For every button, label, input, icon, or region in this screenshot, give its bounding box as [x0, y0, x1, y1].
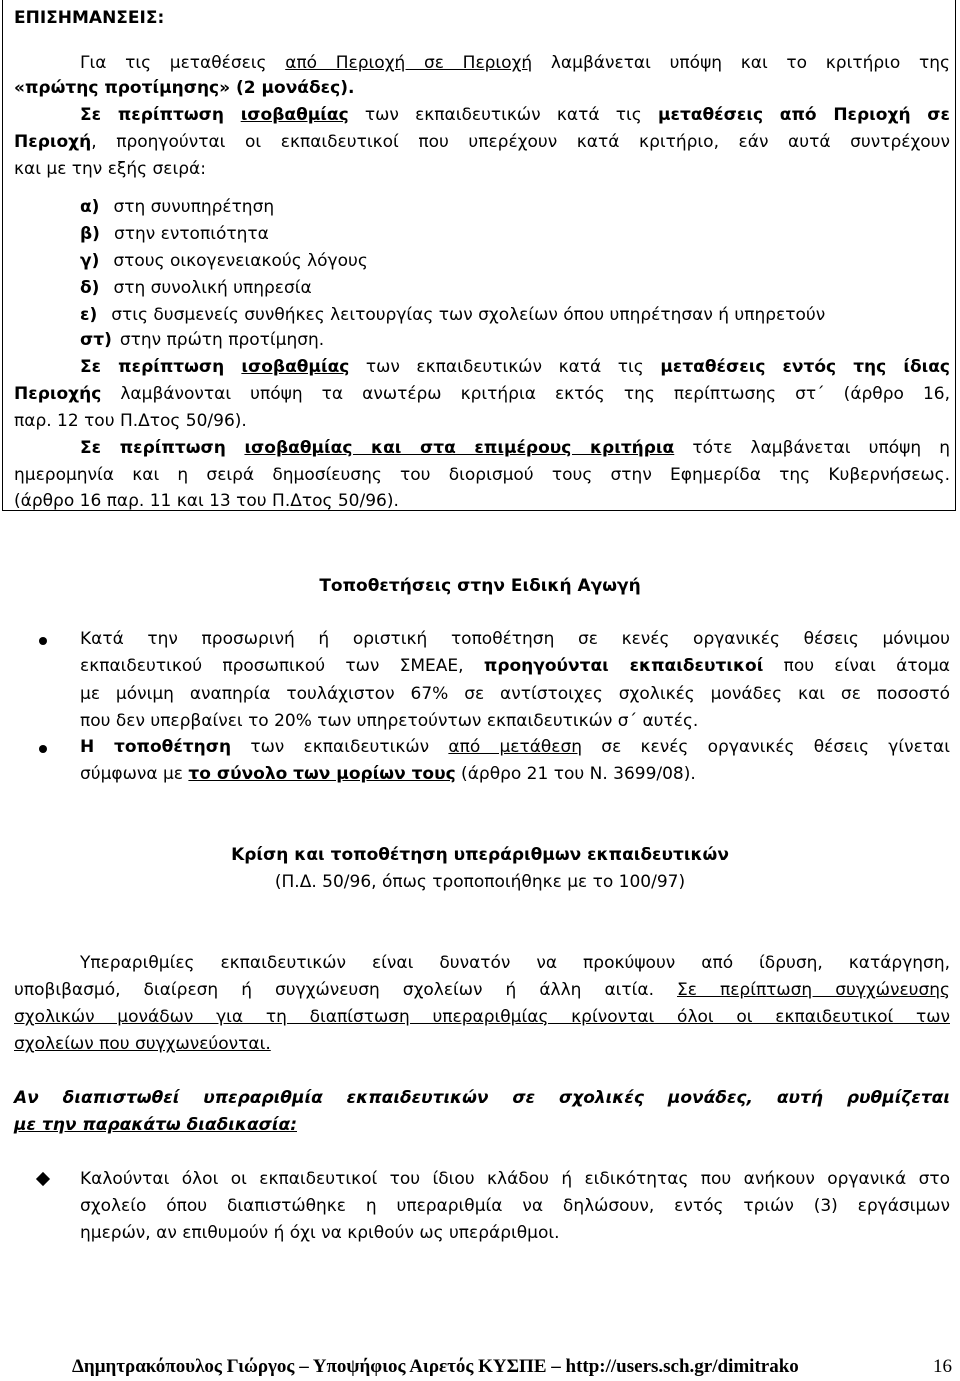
- surplus-procedure-line-2: σχολείο όπου διαπιστώθηκε η υπεραριθμία να δηλώσουν, εντός τριών (3) εργάσιμων: [80, 1196, 950, 1216]
- notes-paragraph-1-line-1: Για τις μεταθέσεις από Περιοχή σε Περιοχή λαμβάνεται υπόψη και το κριτήριο της: [80, 53, 950, 73]
- notes-paragraph-2-line-2: Περιοχή, προηγούνται οι εκπαιδευτικοί που υπερέχουν κατά κριτήριο, εάν αυτά συντρέχουν: [14, 132, 950, 152]
- special-ed-bullet-1-line-4: που δεν υπερβαίνει το 20% των υπηρετούντων εκπαιδευτικών σ΄ αυτές.: [80, 711, 699, 731]
- surplus-paragraph-line-3: σχολικών μονάδων για τη διαπίστωση υπεραριθμίας κρίνονται όλοι οι εκπαιδευτικοί των: [14, 1007, 950, 1027]
- criteria-item: β) στην εντοπιότητα: [80, 224, 269, 244]
- notes-paragraph-3-line-3: παρ. 12 του Π.Δτος 50/96).: [14, 411, 247, 431]
- special-ed-bullet-2-line-2: σύμφωνα με το σύνολο των μορίων τους (άρθρο 21 του Ν. 3699/08).: [80, 764, 696, 784]
- notes-paragraph-3-line-1: Σε περίπτωση ισοβαθμίας των εκπαιδευτικών κατά τις μεταθέσεις εντός της ίδιας: [80, 357, 950, 377]
- page-number: 16: [933, 1356, 952, 1377]
- diamond-bullet-icon: [36, 1172, 50, 1186]
- notes-paragraph-4-line-2: ημερομηνία και η σειρά δημοσίευσης του διορισμού τους στην Εφημερίδα της Κυβερνήσεως.: [14, 465, 950, 485]
- section-title-surplus-teachers: Κρίση και τοποθέτηση υπεράριθμων εκπαιδευτικών: [231, 845, 729, 865]
- special-ed-bullet-1-line-2: εκπαιδευτικού προσωπικού των ΣΜΕΑΕ, προηγούνται εκπαιδευτικοί που είναι άτομα: [80, 656, 950, 676]
- section-subtitle-surplus-teachers: (Π.Δ. 50/96, όπως τροποποιήθηκε με το 100/97): [274, 872, 686, 892]
- surplus-procedure-line-3: ημερών, αν επιθυμούν ή όχι να κριθούν ως υπεράριθμοι.: [80, 1223, 560, 1243]
- notes-heading: ΕΠΙΣΗΜΑΝΣΕΙΣ:: [14, 8, 165, 28]
- notes-paragraph-4-line-3: (άρθρο 16 παρ. 11 και 13 του Π.Δτος 50/96).: [14, 491, 399, 511]
- criteria-item: δ) στη συνολική υπηρεσία: [80, 278, 312, 298]
- surplus-paragraph-line-1: Υπεραριθμίες εκπαιδευτικών είναι δυνατόν να προκύψουν από ίδρυση, κατάργηση,: [80, 953, 950, 973]
- surplus-procedure-line-1: Καλούνται όλοι οι εκπαιδευτικοί του ίδιου κλάδου ή ειδικότητας που ανήκουν οργανικά στο: [80, 1169, 950, 1189]
- surplus-procedure-heading-line-1: Αν διαπιστωθεί υπεραριθμία εκπαιδευτικών σε σχολικές μονάδες, αυτή ρυθμίζεται: [14, 1088, 950, 1108]
- notes-paragraph-4-line-1: Σε περίπτωση ισοβαθμίας και στα επιμέρους κριτήρια τότε λαμβάνεται υπόψη η: [80, 438, 950, 458]
- special-ed-bullet-1-line-1: Κατά την προσωρινή ή οριστική τοποθέτηση σε κενές οργανικές θέσεις μόνιμου: [80, 629, 950, 649]
- bullet-icon: [39, 745, 47, 753]
- criteria-item: ε) στις δυσμενείς συνθήκες λειτουργίας των σχολείων όπου υπηρέτησαν ή υπηρετούν: [80, 305, 826, 325]
- notes-paragraph-3-line-2: Περιοχής λαμβάνονται υπόψη τα ανωτέρω κριτήρια εκτός της περίπτωσης στ΄ (άρθρο 16,: [14, 384, 950, 404]
- notes-paragraph-2-line-3: και με την εξής σειρά:: [14, 159, 206, 179]
- surplus-paragraph-line-4: σχολείων που συγχωνεύονται.: [14, 1034, 271, 1054]
- surplus-procedure-heading-line-2: με την παρακάτω διαδικασία:: [14, 1115, 297, 1135]
- surplus-paragraph-line-2: υποβιβασμό, διαίρεση ή συγχώνευση σχολείων ή άλλη αιτία. Σε περίπτωση συγχώνευσης: [14, 980, 950, 1000]
- bullet-icon: [39, 637, 47, 645]
- notes-paragraph-1-line-2: «πρώτης προτίμησης» (2 μονάδες).: [14, 78, 355, 98]
- special-ed-bullet-1-line-3: με μόνιμη αναπηρία τουλάχιστον 67% σε αντίστοιχες σχολικές μονάδες και σε ποσοστό: [80, 684, 950, 704]
- criteria-item: α) στη συνυπηρέτηση: [80, 197, 275, 217]
- criteria-item: στ) στην πρώτη προτίμηση.: [80, 330, 325, 350]
- notes-paragraph-2-line-1: Σε περίπτωση ισοβαθμίας των εκπαιδευτικών κατά τις μεταθέσεις από Περιοχή σε: [80, 105, 951, 125]
- special-ed-bullet-2-line-1: Η τοποθέτηση των εκπαιδευτικών από μετάθεση σε κενές οργανικές θέσεις γίνεται: [80, 737, 950, 757]
- section-title-special-education: Τοποθετήσεις στην Ειδική Αγωγή: [319, 576, 641, 596]
- page-footer: Δημητρακόπουλος Γιώργος – Υποψήφιος Αιρετός ΚΥΣΠΕ – http://users.sch.gr/dimitrako: [72, 1356, 799, 1377]
- criteria-item: γ) στους οικογενειακούς λόγους: [80, 251, 368, 271]
